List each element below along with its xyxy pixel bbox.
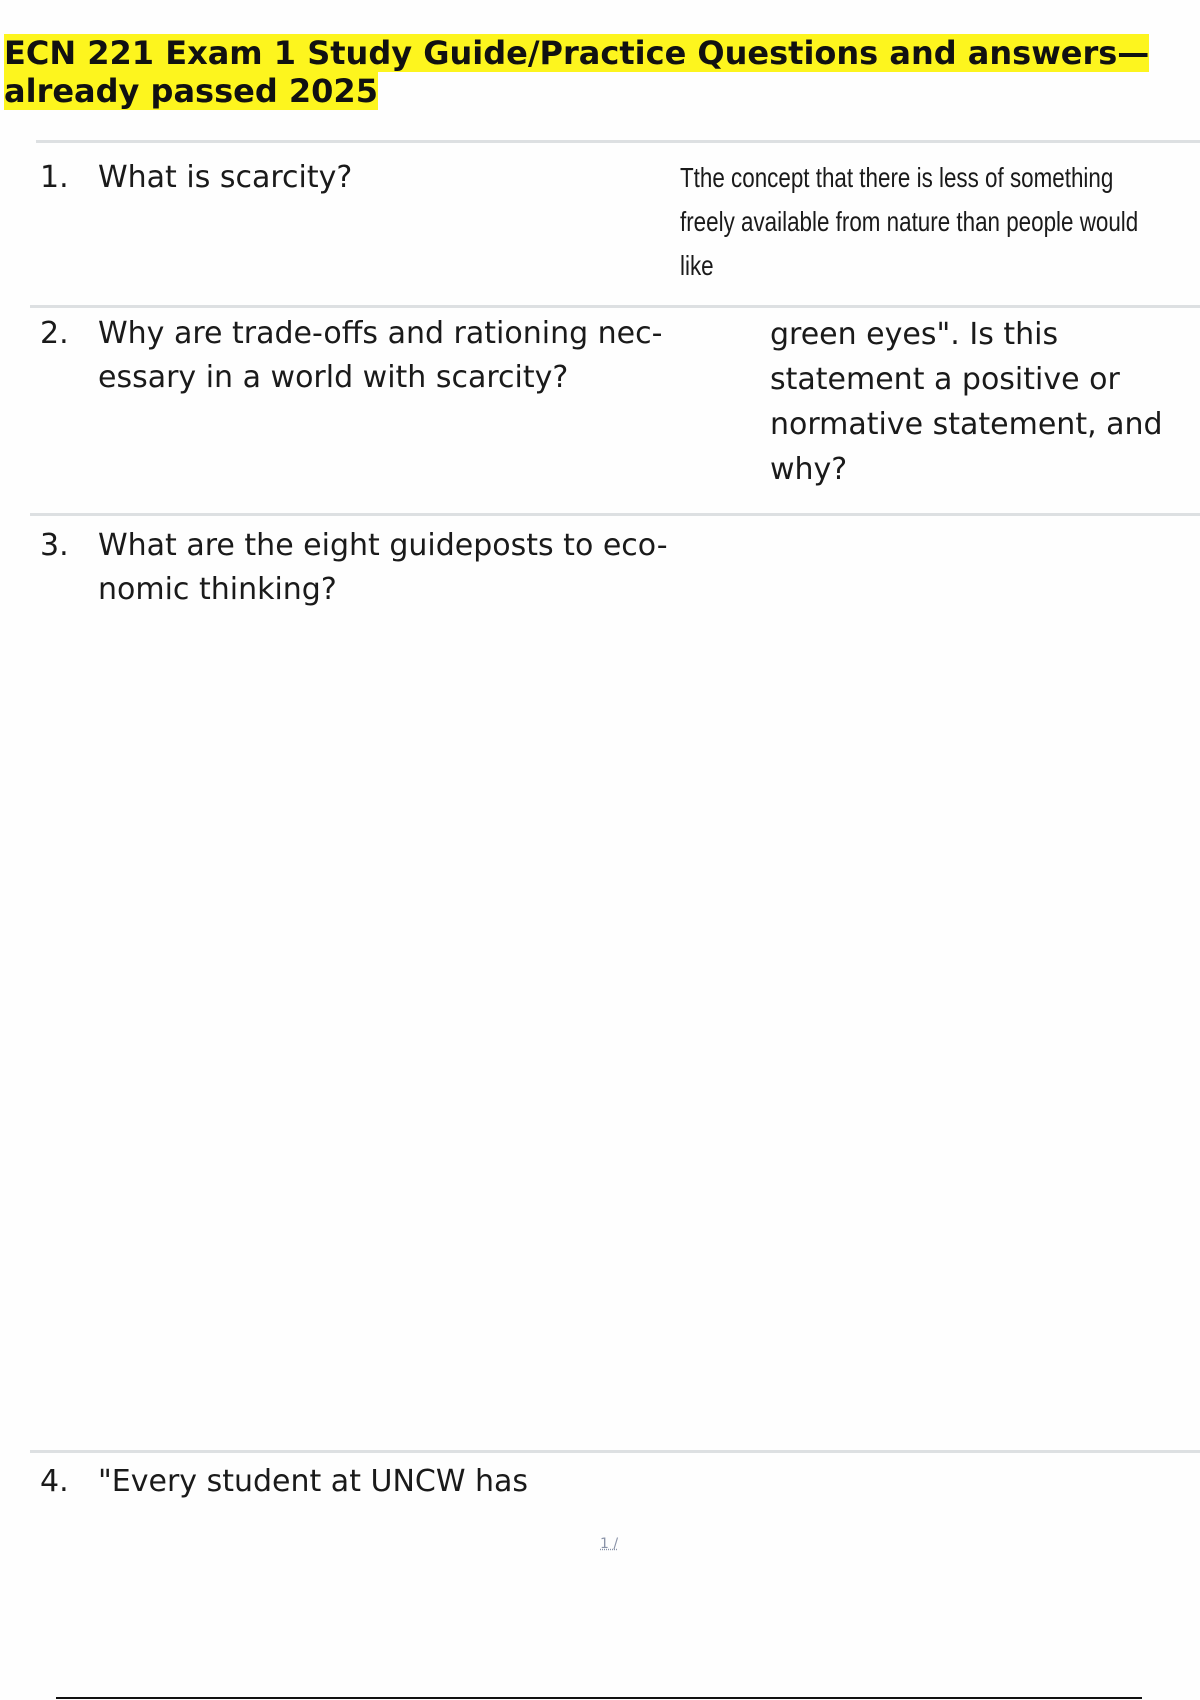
divider (30, 305, 1200, 308)
answer-continued-text: green eyes". Is this statement a positive or normative statement, and why? (770, 317, 1163, 487)
question-text: What is scarcity? (98, 160, 353, 195)
title-highlight: ECN 221 Exam 1 Study Guide/Practice Questions and answers— already passed 2025 (4, 34, 1150, 110)
divider (30, 1450, 1200, 1453)
question-number: 2. (40, 316, 69, 351)
answer-text: Tthe concept that there is less of something freely available from nature than people would like (680, 162, 1139, 281)
page-bottom-rule (56, 1697, 1142, 1699)
page-number: 1 / (600, 1536, 619, 1552)
divider (30, 513, 1200, 516)
question-number: 1. (40, 160, 69, 195)
divider-top (36, 140, 1200, 143)
question-number: 4. (40, 1464, 69, 1499)
question-number: 3. (40, 528, 69, 563)
document-title (4, 34, 1194, 110)
question-text: "Every student at UNCW has (98, 1464, 529, 1499)
question-text: Why are trade-offs and rationing nec- essary in a world with scarcity? (98, 316, 682, 395)
question-text: What are the eight guideposts to eco- nomic thinking? (98, 528, 678, 607)
